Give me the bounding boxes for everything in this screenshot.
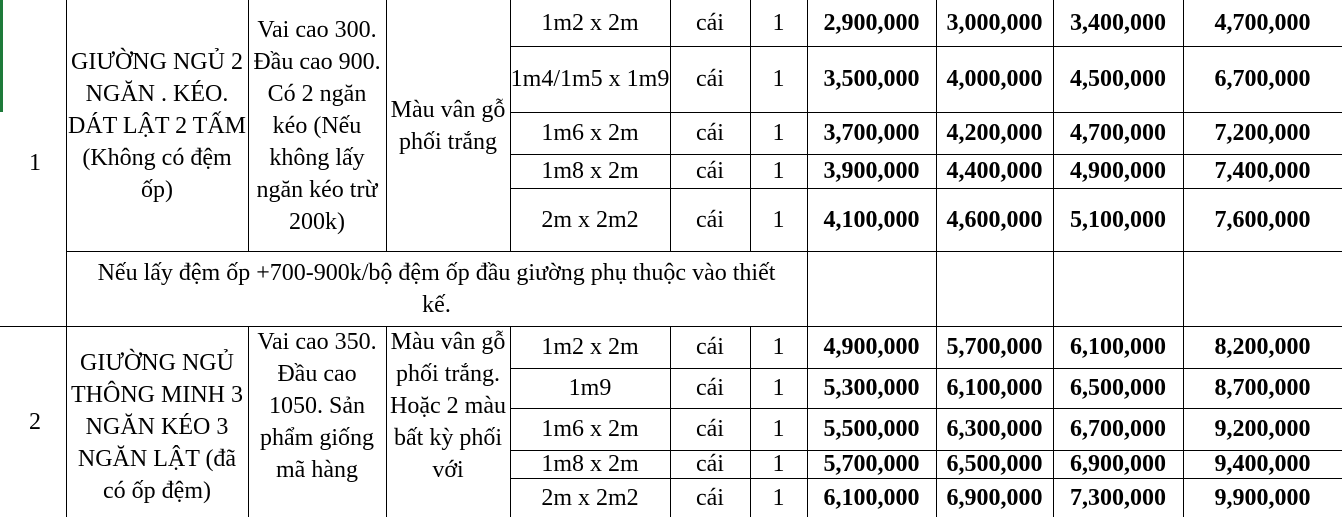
qty-cell[interactable]: 1 — [772, 10, 785, 36]
qty-cell[interactable]: 1 — [772, 484, 785, 511]
price-1-cell[interactable]: 3,900,000 — [823, 158, 920, 184]
price-2-cell[interactable]: 5,700,000 — [946, 334, 1043, 360]
unit-cell[interactable]: cái — [696, 451, 724, 477]
qty-cell[interactable]: 1 — [772, 375, 785, 401]
empty-cell[interactable] — [936, 251, 1053, 326]
price-3-cell[interactable]: 6,700,000 — [1070, 416, 1166, 442]
unit-cell[interactable]: cái — [696, 120, 724, 146]
qty-cell[interactable]: 1 — [772, 206, 785, 233]
price-4-cell[interactable]: 8,200,000 — [1214, 334, 1311, 360]
price-4-cell[interactable]: 7,600,000 — [1214, 206, 1311, 233]
grid-line — [510, 326, 511, 517]
unit-cell[interactable]: cái — [696, 158, 724, 184]
unit-cell[interactable]: cái — [696, 484, 724, 511]
price-2-cell[interactable]: 3,000,000 — [946, 10, 1043, 36]
price-1-cell[interactable]: 3,700,000 — [823, 120, 920, 146]
grid-line — [510, 46, 1342, 47]
grid-line — [248, 326, 249, 517]
empty-cell[interactable] — [1183, 251, 1342, 326]
price-3-cell[interactable]: 5,100,000 — [1070, 206, 1166, 233]
price-3-cell[interactable]: 6,900,000 — [1070, 451, 1166, 477]
grid-line — [750, 326, 751, 517]
size-cell[interactable]: 1m8 x 2m — [541, 158, 639, 184]
grid-line — [386, 326, 387, 517]
price-1-cell[interactable]: 4,100,000 — [823, 206, 920, 233]
price-3-cell[interactable]: 4,500,000 — [1070, 66, 1166, 92]
qty-cell[interactable]: 1 — [772, 120, 785, 146]
price-1-cell[interactable]: 4,900,000 — [823, 334, 920, 360]
size-cell[interactable]: 2m x 2m2 — [541, 484, 639, 511]
grid-line — [510, 0, 511, 251]
unit-cell[interactable]: cái — [696, 66, 724, 92]
price-2-cell[interactable]: 6,500,000 — [946, 451, 1043, 477]
product-name[interactable]: GIƯỜNG NGỦ THÔNG MINH 3 NGĂN KÉO 3 NGĂN LẬT (đã có ốp đệm) — [71, 349, 243, 504]
price-2-cell[interactable]: 4,200,000 — [946, 120, 1043, 146]
grid-line — [0, 326, 1342, 327]
price-3-cell[interactable]: 6,500,000 — [1070, 375, 1166, 401]
price-2-cell[interactable]: 4,000,000 — [946, 66, 1043, 92]
row-index[interactable]: 2 — [29, 408, 41, 435]
size-cell[interactable]: 1m2 x 2m — [541, 334, 639, 360]
selection-indicator — [0, 0, 3, 112]
product-name[interactable]: GIƯỜNG NGỦ 2 NGĂN . KÉO. DÁT LẬT 2 TẤM (Không có đệm ốp) — [67, 48, 246, 203]
price-1-cell[interactable]: 2,900,000 — [823, 10, 920, 36]
unit-cell[interactable]: cái — [696, 334, 724, 360]
product-color[interactable]: Màu vân gỗ phối trắng. Hoặc 2 màu bất kỳ phối với — [390, 329, 506, 483]
qty-cell[interactable]: 1 — [772, 416, 785, 442]
grid-line — [248, 0, 249, 251]
grid-line — [1183, 0, 1184, 517]
unit-cell[interactable]: cái — [696, 416, 724, 442]
size-cell[interactable]: 1m6 x 2m — [541, 416, 639, 442]
grid-line — [670, 326, 671, 517]
price-4-cell[interactable]: 7,200,000 — [1214, 120, 1311, 146]
grid-line — [936, 0, 937, 517]
size-cell[interactable]: 1m4/1m5 x 1m9 — [510, 66, 670, 92]
size-cell[interactable]: 1m2 x 2m — [541, 10, 639, 36]
grid-line — [66, 0, 67, 517]
grid-line — [750, 0, 751, 251]
price-2-cell[interactable]: 4,400,000 — [946, 158, 1043, 184]
grid-line — [510, 408, 1342, 409]
row-index[interactable]: 1 — [29, 150, 41, 176]
empty-cell[interactable] — [807, 251, 936, 326]
size-cell[interactable]: 1m8 x 2m — [541, 451, 639, 477]
price-4-cell[interactable]: 9,900,000 — [1214, 484, 1311, 511]
price-1-cell[interactable]: 5,700,000 — [823, 451, 920, 477]
price-1-cell[interactable]: 5,500,000 — [823, 416, 920, 442]
grid-line — [510, 112, 1342, 113]
price-1-cell[interactable]: 5,300,000 — [823, 375, 920, 401]
price-4-cell[interactable]: 7,400,000 — [1214, 158, 1311, 184]
price-2-cell[interactable]: 6,300,000 — [946, 416, 1043, 442]
empty-cell[interactable] — [1053, 251, 1183, 326]
grid-line — [510, 478, 1342, 479]
unit-cell[interactable]: cái — [696, 375, 724, 401]
size-cell[interactable]: 2m x 2m2 — [541, 206, 639, 233]
price-1-cell[interactable]: 3,500,000 — [823, 66, 920, 92]
price-3-cell[interactable]: 4,900,000 — [1070, 158, 1166, 184]
size-cell[interactable]: 1m9 — [568, 375, 612, 401]
grid-line — [510, 450, 1342, 451]
unit-cell[interactable]: cái — [696, 206, 724, 233]
price-2-cell[interactable]: 6,100,000 — [946, 375, 1043, 401]
unit-cell[interactable]: cái — [696, 10, 724, 36]
product-color[interactable]: Màu vân gỗ phối trắng — [390, 96, 506, 155]
grid-line — [510, 154, 1342, 155]
grid-line — [510, 368, 1342, 369]
price-4-cell[interactable]: 9,200,000 — [1214, 416, 1311, 442]
product-spec[interactable]: Vai cao 300. Đầu cao 900. Có 2 ngăn kéo (Nếu không lấy ngăn kéo trừ 200k) — [253, 16, 381, 235]
qty-cell[interactable]: 1 — [772, 334, 785, 360]
note-cell[interactable]: Nếu lấy đệm ốp +700-900k/bộ đệm ốp đầu giường phụ thuộc vào thiết kế. — [97, 259, 776, 318]
size-cell[interactable]: 1m6 x 2m — [541, 120, 639, 146]
qty-cell[interactable]: 1 — [772, 158, 785, 184]
price-3-cell[interactable]: 6,100,000 — [1070, 334, 1166, 360]
price-2-cell[interactable]: 4,600,000 — [946, 206, 1043, 233]
grid-line — [670, 0, 671, 251]
price-3-cell[interactable]: 4,700,000 — [1070, 120, 1166, 146]
price-4-cell[interactable]: 8,700,000 — [1214, 375, 1311, 401]
qty-cell[interactable]: 1 — [772, 451, 785, 477]
price-3-cell[interactable]: 7,300,000 — [1070, 484, 1166, 511]
grid-line — [66, 251, 1342, 252]
qty-cell[interactable]: 1 — [772, 66, 785, 92]
grid-line — [510, 188, 1342, 189]
price-4-cell[interactable]: 4,700,000 — [1214, 10, 1311, 36]
product-spec[interactable]: Vai cao 350. Đầu cao 1050. Sản phẩm giống mã hàng — [257, 329, 377, 483]
grid-line — [807, 0, 808, 517]
price-3-cell[interactable]: 3,400,000 — [1070, 10, 1166, 36]
price-4-cell[interactable]: 9,400,000 — [1214, 451, 1311, 477]
price-1-cell[interactable]: 6,100,000 — [823, 484, 920, 511]
grid-line — [1053, 0, 1054, 517]
grid-line — [386, 0, 387, 251]
price-2-cell[interactable]: 6,900,000 — [946, 484, 1043, 511]
price-4-cell[interactable]: 6,700,000 — [1214, 66, 1311, 92]
